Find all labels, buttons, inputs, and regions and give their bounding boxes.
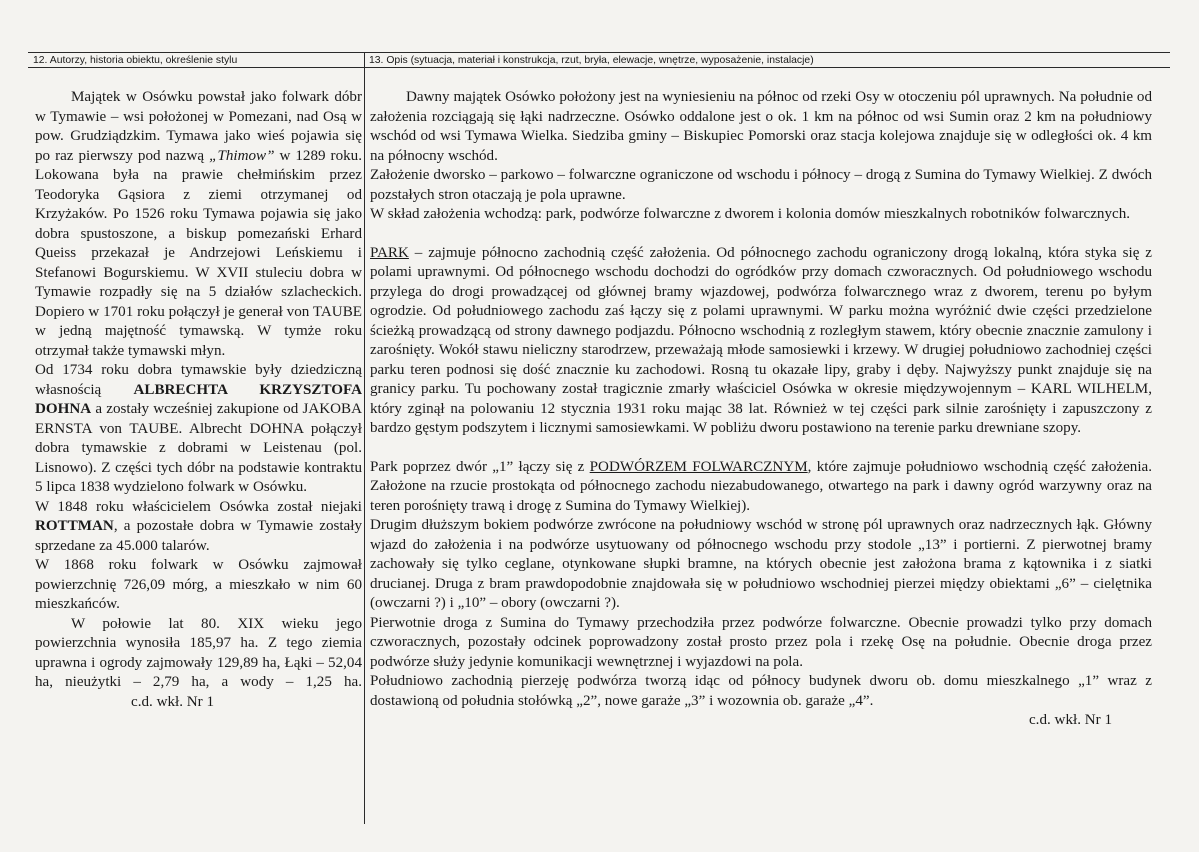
history-paragraph-2 [35,361,362,498]
section-header-13: 13. Opis (sytuacja, materiał i konstrukcja, rzut, bryła, elewacje, wnętrze, wyposażenie, instalacje) [369,55,814,66]
history-paragraph-3 [35,498,362,557]
spacer [370,439,1152,458]
courtyard-paragraph [370,458,1152,517]
history-paragraph-1 [35,88,362,361]
description-paragraph-1: Dawny majątek Osówko położony jest na wyniesieniu na północ od rzeki Osy w otoczeniu pól uprawnych. Na południe od założenia rozciągają się łąki nadrzeczne. Osówko oddalone jest o ok. 1 km na północ od wsi Sumin oraz 2 km na południowy wschód od wsi Tymawa Wielka. Siedziba gminy – Biskupiec Pomorski oraz stacja kolejowa znajduje się w odległości ok. 4 km na północny wschód. [370,89,1152,164]
history-paragraph-4: W 1868 roku folwark w Osówku zajmował powierzchnię 726,09 mórg, a mieszkało w nim 60 mieszkańców. [35,557,362,612]
history-text: a zostały wcześniej zakupione od JAKOBA ERNSTA von TAUBE. Albrecht DOHNA połączył dobra tymawskie z dobrami w Leistenau (pol. Lisnowo). Z części tych dóbr na podstawie kontraktu 5 lipca 1838 wydzielono folwark w Osówku. [35,401,362,495]
history-text: , a pozostałe dobra w Tymawie zostały sprzedane za 45.000 talarów. [35,518,362,554]
history-text: Od 1734 roku dobra tymawskie były dziedziczną własnością [35,362,362,398]
spacer [370,225,1152,244]
park-heading: PARK [370,244,409,261]
courtyard-text: Park poprzez dwór „1” łączy się z [370,458,590,475]
history-text: W połowie lat 80. XIX wieku jego powierzchnia wynosiła 185,97 ha. Z tego ziemia uprawna i ogrody zajmowały 129,89 ha, Łąki – 52,04 ha, nieużytki – 2,79 ha, a wody – 1,25 ha. [35,615,362,690]
description-paragraph-8: Południowo zachodnią pierzeję podwórza tworzą idąc od północy budynek dworu ob. domu mieszkalnego „1” wraz z dostawioną od południa stołówką „2”, nowe garaże „3” i wozownia ob. garaże „4”. [370,673,1152,709]
history-text: w 1289 roku. Lokowana była na prawie chełmińskim przez Teodoryka Gąsiora z ziemi otrzymanej od Krzyżaków. Po 1526 roku Tymawa pojawia się jako dobra spustoszone, a biskup pomezański Erhard Queiss przekazał je Andrzejowi Leńskiemu i Stefanowi Bogurskiemu. W XVII stuleciu dobra w Tymawie rozpadły się na 5 działów szlacheckich. Dopiero w 1701 roku połączył je generał von TAUBE w jedną majętność tymawską. W tymże roku otrzymał także tymawski młyn. [35,147,362,359]
description-column [370,88,1152,731]
owner-name: ROTTMAN [35,518,114,534]
courtyard-text: , które zajmuje południowo wschodnią część założenia. Założone na rzucie prostokąta od północnego zachodu niezabudowanego, otwartego na park i dawny ogród warzywny oraz na teren porośnięty trawą i drogę z Sumina do Tymawy Wielkiej). [370,458,1152,514]
courtyard-heading: PODWÓRZEM FOLWARCZNYM [589,458,808,475]
continuation-note: c.d. wkł. Nr 1 [131,693,215,710]
park-paragraph [370,244,1152,439]
top-border [28,52,1170,53]
park-text: – zajmuje północno zachodnią część założenia. Od północnego zachodu ograniczony drogą lokalną, która styka się z polami uprawnymi. Od północnego wschodu dochodzi do ogródków przy domach czworacznych. Od południowego wschodu przylega do drogi prowadzącej od głównej bramy wjazdowej, podwórza folwarcznego wraz z dworem, terenu po byłym ogrodzie. Od południowego zachodu zaś łączy się z polami uprawnymi. W parku można wyróżnić dwie części przedzielone ścieżką prowadzącą od strony dawnego podjazdu. Północno wschodnią z rozległym stawem, który obecnie znacznie zamulony i zarośnięty. Wokół stawu nieliczny starodrzew, przeważają młode samosiewki i krzewy. W drugiej południowo zachodniej części parku teren podnosi się dość znacznie ku zachodowi. Rosną tu okazałe lipy, graby i dęby. Najwyższy punkt znajduje się na granicy parku. Tu pochowany został tragicznie zmarły właściciel Osówka w okresie międzywojennym – KARL WILHELM, który zginął na polowaniu 12 stycznia 1931 roku mając 38 lat. Również w tej części park silnie zarośnięty i zapuszczony z bardzo gęstym podszytem i licznymi samosiewkami. W pobliżu dworu postawiono na terenie parku drewniane szopy. [370,244,1152,436]
description-paragraph-3: W skład założenia wchodzą: park, podwórze folwarczne z dworem i kolonia domów mieszkalnych robotników folwarcznych. [370,206,1131,222]
history-paragraph-5 [35,615,362,713]
description-paragraph-7: Pierwotnie droga z Sumina do Tymawy przechodziła przez podwórze folwarczne. Obecnie prowadzi tylko przy domach czworacznych, pozostały odcinek poprowadzony został prosto przez pola i rzekę Osę na południe. Obecnie droga przez podwórze służy jedynie komunikacji wewnętrznej i wyjazdowi na pola. [370,614,1152,670]
section-header-12: 12. Autorzy, historia obiektu, określenie stylu [33,55,238,66]
description-paragraph-2: Założenie dworsko – parkowo – folwarczne ograniczone od wschodu i północy – drogą z Sumina do Tymawy Wielkiej. Z dwóch pozstałych stron otaczają je pola uprawne. [370,167,1152,203]
history-column [35,88,362,712]
column-divider [364,52,365,824]
description-paragraph-6: Drugim dłuższym bokiem podwórze zwrócone na południowy wschód w stronę pól uprawnych oraz nadrzecznych łąk. Główny wjazd do założenia i na podwórze usytuowany od północnego wschodu przy stodole „13” i portierni. Z pierwotnej bramy zachowały się tylko ceglane, otynkowane słupki bramne, na których obecnie jest założona brama z kątownika i z siatki drucianej. Druga z bram prawdopodobnie znajdowała się w południowo wschodniej pierzei między obiektami „6” – cielętnika (owczarni ?) i „10” – obory (owczarni ?). [370,517,1152,611]
history-text: W 1848 roku właścicielem Osówka został niejaki [35,498,362,515]
history-text: Majątek w Osówku powstał jako folwark dóbr w Tymawie – wsi położonej w Pomezani, nad Osą w pow. Grudziądzkim. Tymawa jako wieś pojawia się po raz pierwszy pod nazwą [35,89,362,164]
continuation-note: c.d. wkł. Nr 1 [1028,712,1112,728]
owner-name: ALBRECHTA KRZYSZTOFA DOHNA [35,381,362,417]
historic-name: „Thimow” [209,147,275,164]
